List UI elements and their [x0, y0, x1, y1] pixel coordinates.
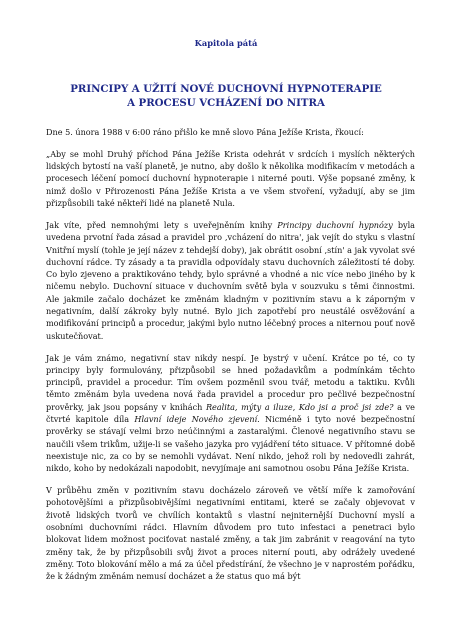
book-title-principy: Principy duchovní hypnózy [277, 219, 393, 230]
body-text [46, 126, 415, 592]
paragraph-3-text-c: . Nicméně i tyto nové bezpečnostní prověrky se stávají velmi brzo neúčinnými a zastaralými. Členové negativního stavu se naučili všem trikům, užije-li se vašeho jazyka pro vyjádření této situace. V přítomné době neexistuje nic, za co by se nemohli vydávat. Není nikdo, jehož roli by nedovedli zahrát, nikdo, koho by nedokázali napodobit, nevyjímaje ani samotnou osobu Pána Ježíše Krista. [46, 414, 415, 474]
book-title-realita: Realita, mýty a iluze [205, 401, 293, 412]
paragraph-2-text-a: Jak víte, před nemnohými lety s uveřejněním knihy [46, 219, 278, 230]
book-title-hlavni-ideje: Hlavní ideje Nového zjevení [134, 414, 258, 425]
chapter-title-line-1: PRINCIPY A UŽITÍ NOVÉ DUCHOVNÍ HYPNOTERAPIE [70, 83, 382, 95]
chapter-title [0, 82, 452, 110]
paragraph-2-text-b: byla uvedena prvotní řada zásad a pravidel pro ‚vcházení do nitra', jak vejít do styku s vlastní Vnitřní myslí (tohle je její název z tehdejší doby), jak obrátit osobní ‚stín' a jak vyvolat své duchovní rádce. Ty zásady a ta pravidla odpovídaly stavu duchovních záležitostí té doby. Co bylo zjeveno a praktikováno tehdy, bylo správné a vhodné a nic více nebo jiného by k ničemu nebylo. Duchovní situace v duchovním světě byla v souzvuku s těmi činnostmi. Ale jakmile začalo docházet ke změnám kladným v pozitivním stavu a k záporným v negativním, další zákroky byly nutné. Bylo jich zapotřebí pro neustálé osvěžování a modifikování principů a procedur, jakými bylo nutno léčebný proces a niternou pouť nově uskutečňovat. [46, 219, 415, 341]
chapter-title-line-2: A PROCESU VCHÁZENÍ DO NITRA [127, 97, 325, 109]
paragraph-1: „Aby se mohl Druhý příchod Pána Ježíše Krista odehrát v srdcích i myslích některých lidských bytostí na vaší planetě, je nutno, aby došlo k několika modifikacím v metodách a procesech léčení pomocí duchovní hypnoterapie i niterné pouti. Výše popsané změny, k nimž došlo v Přirozenosti Pána Ježíše Krista a ve všem stvoření, vyžadují, aby se jim přizpůsobili také někteří lidé na planetě Nula. [46, 148, 415, 209]
paragraph-2 [46, 219, 415, 342]
intro-paragraph: Dne 5. února 1988 v 6:00 ráno přišlo ke mně slovo Pána Ježíše Krista, řkoucí: [46, 127, 364, 137]
paragraph-4: V průběhu změn v pozitivním stavu docházelo zároveň ve větší míře k zamořování pohotovějšími a přizpůsobivějšími negativními entitami, které se začaly objevovat v životě lidských tvorů ve chvílích kontaktů s vlastní nejniternější Duchovní myslí a osobními duchovními rádci. Hlavním důvodem pro tuto infestaci a penetraci bylo blokovat lidem možnost pociťovat nastalé změny, a tak jim zabránit v reagování na tyto změny tak, že by přizpůsobili svůj život a proces niterní pouti, aby odrážely uvedené změny. Toto blokování mělo a má za účel předstírání, že všechno je v naprostém pořádku, že k žádným změnám nemusí docházet a že status quo má být [46, 485, 415, 582]
paragraph-3-separator: , [292, 401, 299, 412]
chapter-heading: Kapitola pátá [194, 38, 258, 48]
paragraph-3-text-b: a ve čtvrté kapitole díla [46, 401, 415, 425]
paragraph-3-text-a: Jak je vám známo, negativní stav nikdy nespí. Je bystrý v učení. Krátce po té, co ty principy byly formulovány, přizpůsobil se hned požadavkům a podmínkám těchto principů, pravidel a procedur. Tím ovšem pozměnil svou tvář, metodu a taktiku. Kvůli těmto změnám byla uvedena nová řada pravidel a procedur pro pečlivé bezpečnostní prověrky, jak jsou popsány v knihách [46, 352, 415, 412]
book-title-kdo-jsi: Kdo jsi a proč jsi zde? [298, 401, 394, 412]
paragraph-3 [46, 352, 415, 475]
